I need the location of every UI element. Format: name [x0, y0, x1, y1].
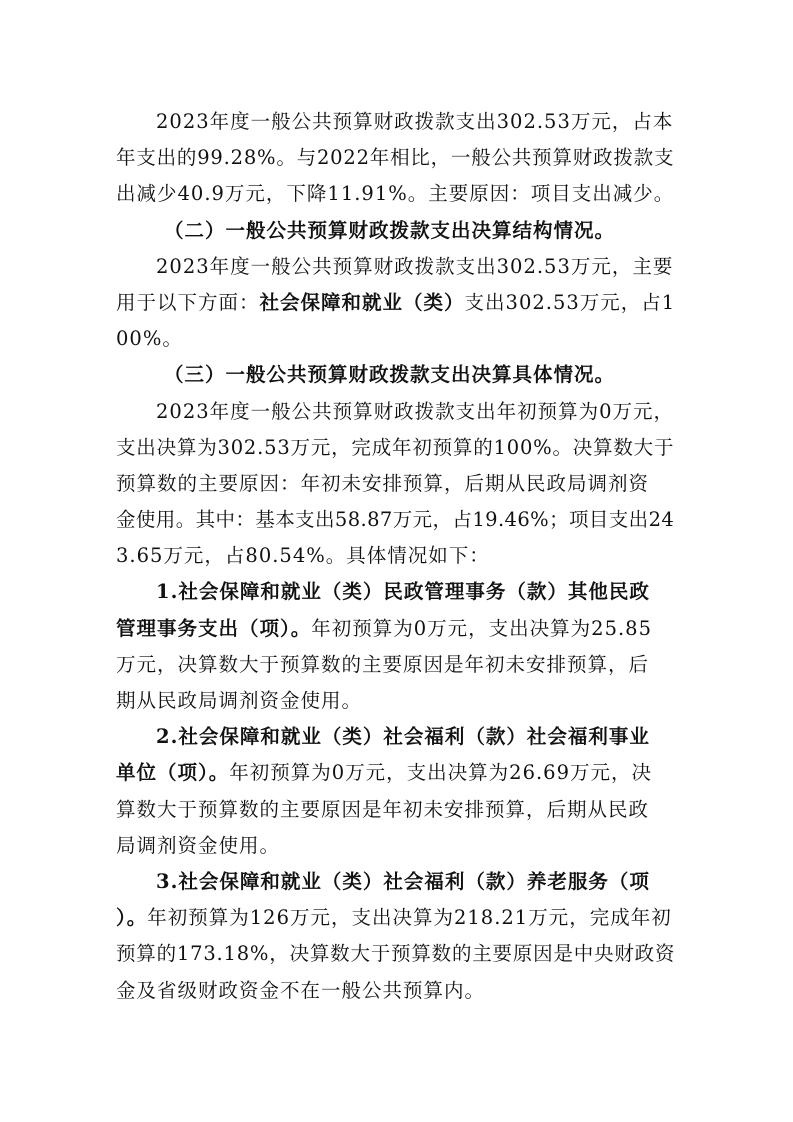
- text-run: （二）一般公共预算财政拨款支出决算结构情况。: [164, 218, 616, 242]
- section-heading-details: [116, 357, 676, 393]
- text-line: [116, 249, 676, 285]
- text-run-bold: 3.社会保障和就业（类）社会福利（款）养老服务（项: [156, 869, 650, 893]
- text-line: [116, 321, 676, 357]
- text-line: [116, 828, 676, 864]
- text-run: 年初预算为0万元，支出决算为25.85: [311, 616, 652, 640]
- text-run: 3.65万元，占80.54%。具体情况如下：: [116, 544, 490, 568]
- text-run-bold: 管理事务支出（项）。: [116, 616, 312, 640]
- text-line: [116, 973, 676, 1009]
- text-run: 万元，决算数大于预算数的主要原因是年初未安排预算，后: [116, 652, 650, 676]
- list-item-3: [116, 864, 676, 1009]
- section-heading: [116, 357, 676, 393]
- text-line: [116, 538, 676, 574]
- paragraph-expenditure-summary: [116, 104, 676, 213]
- text-line: [116, 176, 676, 212]
- text-line: [116, 647, 676, 683]
- text-run: 年支出的99.28%。与2022年相比，一般公共预算财政拨款支: [116, 146, 675, 170]
- text-run: （三）一般公共预算财政拨款支出决算具体情况。: [164, 363, 616, 387]
- text-run: 用于以下方面：: [116, 290, 260, 314]
- section-heading: [116, 213, 676, 249]
- text-line: [116, 936, 676, 972]
- text-run: 支出决算为302.53万元，完成年初预算的100%。决算数大于: [116, 435, 675, 459]
- paragraph-structure: [116, 249, 676, 358]
- text-line: [116, 394, 676, 430]
- text-line: [116, 611, 676, 647]
- text-run: 预算的173.18%，决算数大于预算数的主要原因是中央财政资: [116, 942, 676, 966]
- text-run: 00%。: [116, 327, 183, 351]
- text-run: 2023年度一般公共预算财政拨款支出年初预算为0万元，: [156, 399, 675, 423]
- text-line: [116, 466, 676, 502]
- text-run: 金及省级财政资金不在一般公共预算内。: [116, 978, 486, 1002]
- text-line: [116, 864, 676, 900]
- text-run: 2023年度一般公共预算财政拨款支出302.53万元，主要: [156, 254, 674, 278]
- text-run: 年初预算为0万元，支出决算为26.69万元，决: [229, 761, 652, 785]
- list-item-2: [116, 719, 676, 864]
- text-line: [116, 900, 676, 936]
- section-heading-structure: [116, 213, 676, 249]
- text-run-bold: 1.社会保障和就业（类）民政管理事务（款）其他民政: [156, 580, 650, 604]
- text-line: [116, 104, 676, 140]
- text-run: 2023年度一般公共预算财政拨款支出302.53万元，占本: [156, 110, 674, 133]
- text-run: 出减少40.9万元，下降11.91%。主要原因：项目支出减少。: [116, 182, 675, 206]
- text-run: 局调剂资金使用。: [116, 833, 281, 857]
- text-line: [116, 285, 676, 321]
- text-line: [116, 755, 676, 791]
- text-line: [116, 574, 676, 610]
- text-run: 支出302.53万元，占1: [464, 290, 676, 314]
- text-run-bold: 2.社会保障和就业（类）社会福利（款）社会福利事业: [156, 725, 650, 749]
- text-run: 算数大于预算数的主要原因是年初未安排预算，后期从民政: [116, 797, 650, 821]
- text-run-bold: 社会保障和就业（类）: [259, 290, 465, 314]
- text-run: 预算数的主要原因：年初未安排预算，后期从民政局调剂资: [116, 471, 650, 495]
- text-run: 金使用。其中：基本支出58.87万元，占19.46%；项目支出24: [116, 508, 675, 532]
- text-run: 期从民政局调剂资金使用。: [116, 689, 363, 712]
- text-line: [116, 683, 676, 719]
- document-body: [116, 104, 676, 1009]
- list-item-1: [116, 574, 676, 719]
- text-line: [116, 140, 676, 176]
- paragraph-details: [116, 394, 676, 575]
- text-run: 年初预算为126万元，支出决算为218.21万元，完成年初: [147, 906, 672, 930]
- text-line: [116, 502, 676, 538]
- text-run-bold: 单位（项）。: [116, 761, 230, 785]
- text-line: [116, 792, 676, 828]
- text-run-bold: ）。: [116, 906, 148, 930]
- text-line: [116, 430, 676, 466]
- text-line: [116, 719, 676, 755]
